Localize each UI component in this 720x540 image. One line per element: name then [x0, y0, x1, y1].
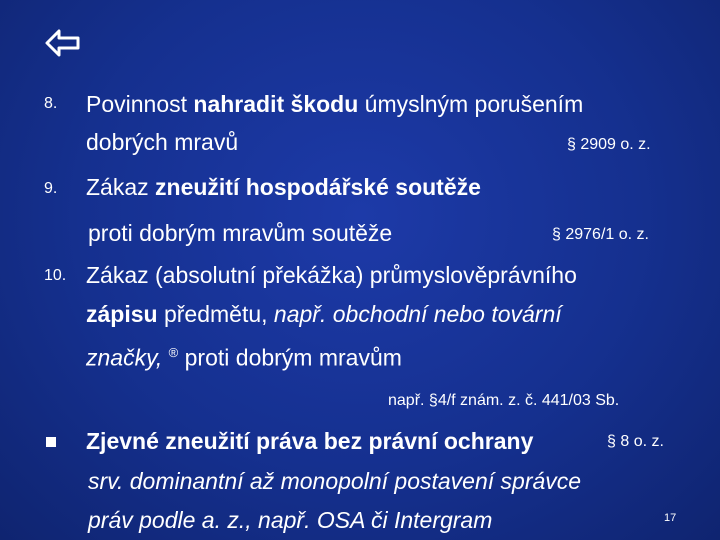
item-8-line1: Povinnost nahradit škodu úmyslným porušením: [86, 91, 584, 117]
item-10-line3: značky, ® proti dobrým mravům: [86, 344, 402, 371]
item-number-10: 10.: [44, 267, 67, 284]
item-10-line2: zápisu předmětu, např. obchodní nebo tovární: [86, 301, 562, 327]
return-arrow-icon[interactable]: [44, 26, 84, 60]
page-number: 17: [664, 512, 677, 524]
item-number-8: 8.: [44, 95, 58, 112]
item-8-reference: § 2909 o. z.: [567, 136, 651, 153]
item-9-line1: Zákaz zneužití hospodářské soutěže: [86, 174, 481, 200]
bullet-item-line2: srv. dominantní až monopolní postavení správce: [88, 468, 582, 494]
item-10-reference: např. §4/f znám. z. č. 441/03 Sb.: [388, 392, 620, 409]
bullet-square-icon: [46, 437, 56, 447]
item-9-line2: proti dobrým mravům soutěže: [88, 220, 393, 246]
item-number-9: 9.: [44, 180, 58, 197]
bullet-item-line1: Zjevné zneužití práva bez právní ochrany: [86, 428, 534, 454]
item-10-line1: Zákaz (absolutní překážka) průmyslověprávního: [86, 262, 577, 288]
item-9-reference: § 2976/1 o. z.: [552, 226, 649, 243]
bullet-item-reference: § 8 o. z.: [607, 433, 664, 450]
item-8-line2: dobrých mravů: [86, 129, 239, 155]
bullet-item-line3: práv podle a. z., např. OSA či Intergram: [88, 507, 493, 533]
